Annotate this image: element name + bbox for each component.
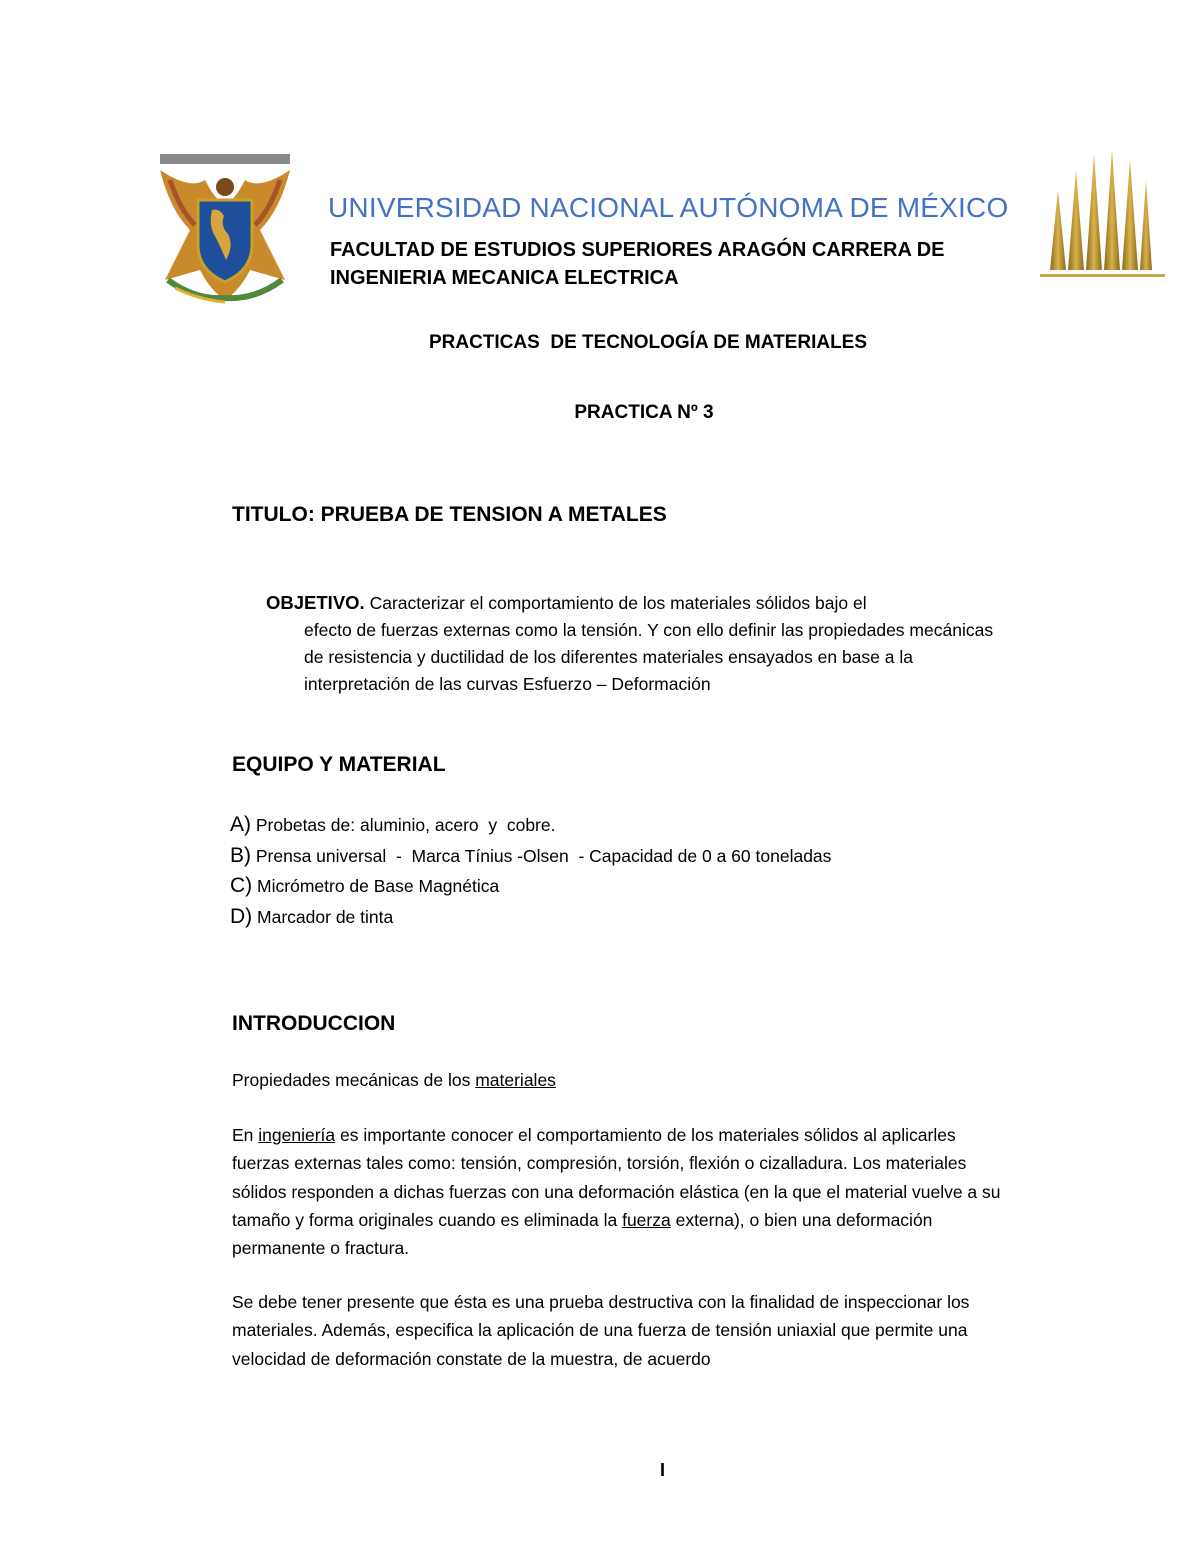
- objetivo-first-line: Caracterizar el comportamiento de los materiales sólidos bajo el: [369, 593, 867, 613]
- list-marker: C): [230, 874, 253, 897]
- list-item-text: Marcador de tinta: [257, 906, 394, 927]
- practica-number: PRACTICA Nº 3: [574, 402, 714, 423]
- objetivo-continuation: efecto de fuerzas externas como la tensión. Y con ello definir las propiedades mecánicas de resistencia y ductilidad de los diferentes materiales ensayados en base a la interpretación de las curvas Esfuerzo – Deformación: [304, 620, 994, 694]
- page-number: I: [660, 1460, 666, 1480]
- equipo-heading: EQUIPO Y MATERIAL: [232, 753, 446, 776]
- list-marker: D): [230, 904, 253, 928]
- unam-logo: [150, 150, 300, 305]
- list-item-text: Micrómetro de Base Magnética: [257, 876, 500, 896]
- document-title: TITULO: PRUEBA DE TENSION A METALES: [232, 503, 667, 526]
- intro-paragraph-1: [232, 1121, 1012, 1262]
- objetivo-paragraph: [266, 589, 1006, 698]
- p1-text-a: En: [232, 1125, 259, 1145]
- objetivo-label: OBJETIVO.: [266, 592, 365, 613]
- list-marker: B): [230, 843, 251, 867]
- fes-aragon-logo: [1040, 150, 1165, 290]
- p1-text-c: externa), o bien una deformación permanente o fractura.: [232, 1209, 933, 1259]
- intro-subtitle-text: Propiedades mecánicas de los: [232, 1070, 476, 1090]
- list-item: [230, 841, 831, 872]
- materiales-link[interactable]: materiales: [475, 1070, 556, 1090]
- list-item: [230, 871, 831, 902]
- fuerza-link[interactable]: fuerza: [622, 1209, 671, 1230]
- ingenieria-link[interactable]: ingeniería: [258, 1125, 336, 1145]
- faculty-name: FACULTAD DE ESTUDIOS SUPERIORES ARAGÓN CARRERA DE INGENIERIA MECANICA ELECTRICA: [330, 239, 945, 289]
- list-item: [230, 902, 831, 933]
- equipo-list: [230, 810, 831, 932]
- list-item-text: Probetas de: aluminio, acero y cobre.: [255, 815, 556, 835]
- introduccion-heading: INTRODUCCION: [232, 1012, 396, 1035]
- list-marker: A): [230, 813, 251, 836]
- intro-subtitle: [232, 1066, 1012, 1094]
- intro-paragraph-2: Se debe tener presente que ésta es una prueba destructiva con la finalidad de inspeccionar los materiales. Además, especifica la aplicación de una fuerza de tensión uniaxial que permite una velocidad de deformación constate de la muestra, de acuerdo: [232, 1292, 970, 1369]
- p1-text-b: es importante conocer el comportamiento de los materiales sólidos al aplicarles fuerzas externas tales como: tensión, compresión, torsión, flexión o cizalladura. Los materiales sólidos responden a dichas fuerzas con una deformación elástica (en la que el material vuelve a su tamaño y forma originales cuando es eliminada la: [232, 1125, 1001, 1230]
- list-item: [230, 810, 831, 841]
- practicas-title: PRACTICAS DE TECNOLOGÍA DE MATERIALES: [428, 332, 868, 353]
- university-name: UNIVERSIDAD NACIONAL AUTÓNOMA DE MÉXICO: [328, 192, 1009, 223]
- list-item-text: Prensa universal - Marca Tínius -Olsen - Capacidad de 0 a 60 toneladas: [255, 845, 832, 866]
